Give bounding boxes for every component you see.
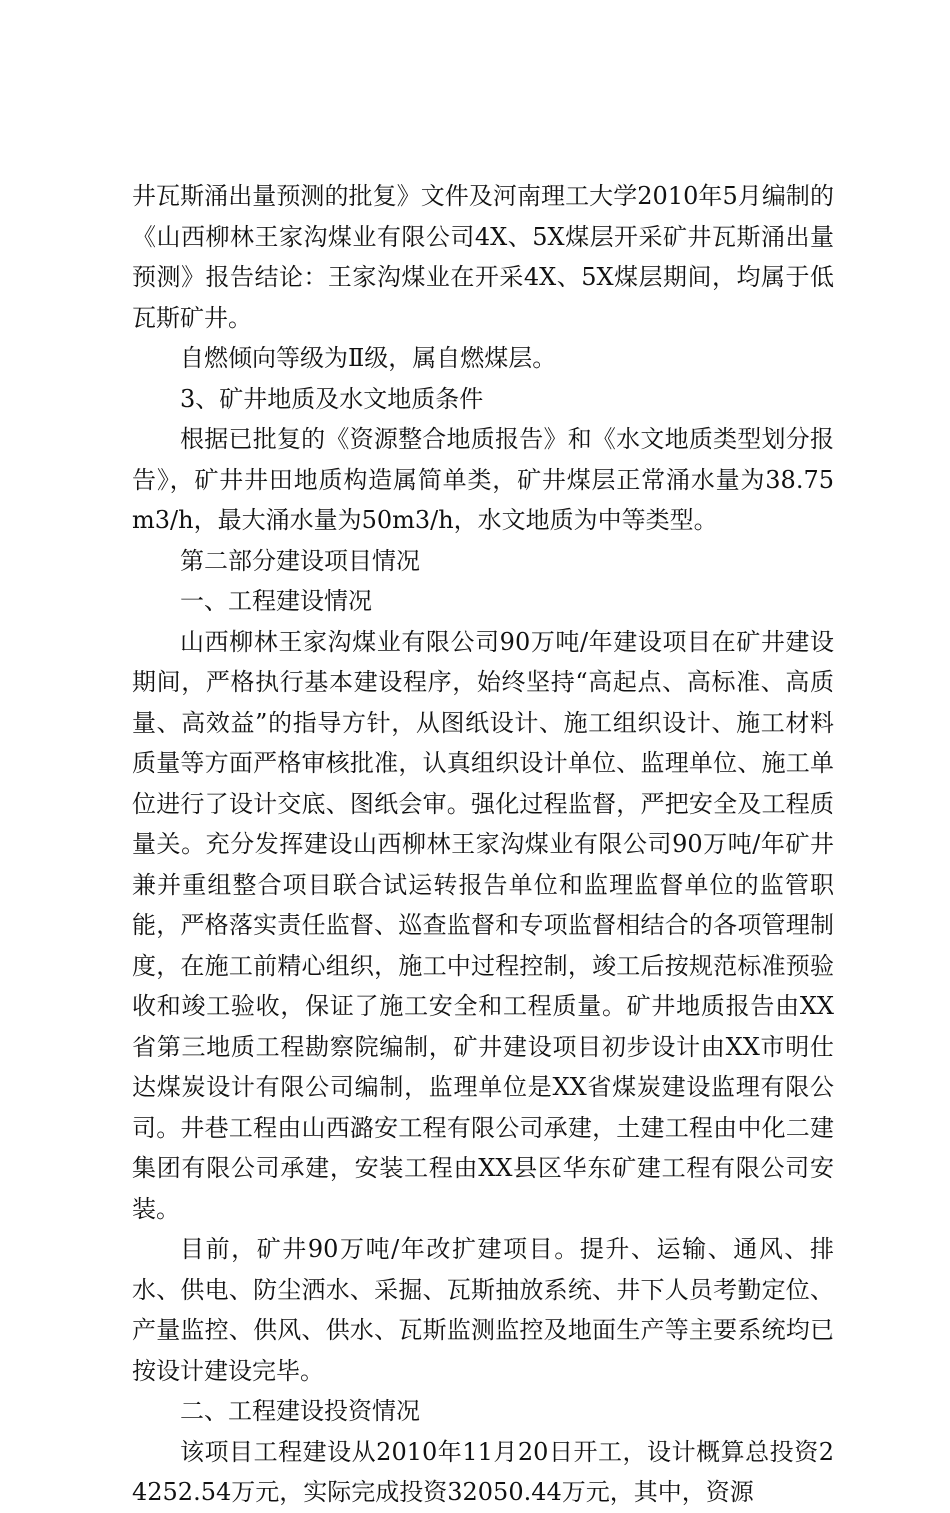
section-heading-geology: 3、矿井地质及水文地质条件 [180,384,484,413]
paragraph-current-status: 目前，矿井90万吨/年改扩建项目。提升、运输、通风、排水、供电、防尘洒水、采掘、瓦斯抽放系统、井下人员考勤定位、产量监控、供风、供水、瓦斯监测监控及地面生产等主要系统均已按设计建设完毕。 [132,1235,834,1385]
paragraph-investment: 该项目工程建设从2010年11月20日开工，设计概算总投资24252.54万元，实际完成投资32050.44万元，其中，资源 [132,1437,834,1506]
section-heading-construction: 一、工程建设情况 [180,587,372,615]
document-body [132,176,834,1513]
paragraph-geology: 根据已批复的《资源整合地质报告》和《水文地质类型划分报告》，矿井井田地质构造属简单类，矿井煤层正常涌水量为38.75m3/h，最大涌水量为50m3/h，水文地质为中等类型。 [132,425,834,534]
paragraph-construction: 山西柳林王家沟煤业有限公司90万吨/年建设项目在矿井建设期间，严格执行基本建设程序，始终坚持“高起点、高标准、高质量、高效益”的指导方针，从图纸设计、施工组织设计、施工材料质量等方面严格审核批准，认真组织设计单位、监理单位、施工单位进行了设计交底、图纸会审。强化过程监督，严把安全及工程质量关。充分发挥建设山西柳林王家沟煤业有限公司90万吨/年矿井兼并重组整合项目联合试运转报告单位和监理监督单位的监管职能，严格落实责任监督、巡查监督和专项监督相结合的各项管理制度，在施工前精心组织，施工中过程控制，竣工后按规范标准预验收和竣工验收，保证了施工安全和工程质量。矿井地质报告由XX省第三地质工程勘察院编制，矿井建设项目初步设计由XX市明仕达煤炭设计有限公司编制，监理单位是XX省煤炭建设监理有限公司。井巷工程由山西潞安工程有限公司承建，土建工程由中化二建集团有限公司承建，安装工程由XX县区华东矿建工程有限公司安装。 [132,627,834,1223]
section-heading-investment: 二、工程建设投资情况 [180,1397,420,1425]
paragraph-spontaneous-combustion: 自燃倾向等级为Ⅱ级，属自燃煤层。 [180,344,557,372]
part-heading-project: 第二部分建设项目情况 [180,546,420,575]
paragraph-continuation: 井瓦斯涌出量预测的批复》文件及河南理工大学2010年5月编制的《山西柳林王家沟煤业有限公司4X、5X煤层开采矿井瓦斯涌出量预测》报告结论：王家沟煤业在开采4X、5X煤层期间，均属于低瓦斯矿井。 [132,182,834,332]
